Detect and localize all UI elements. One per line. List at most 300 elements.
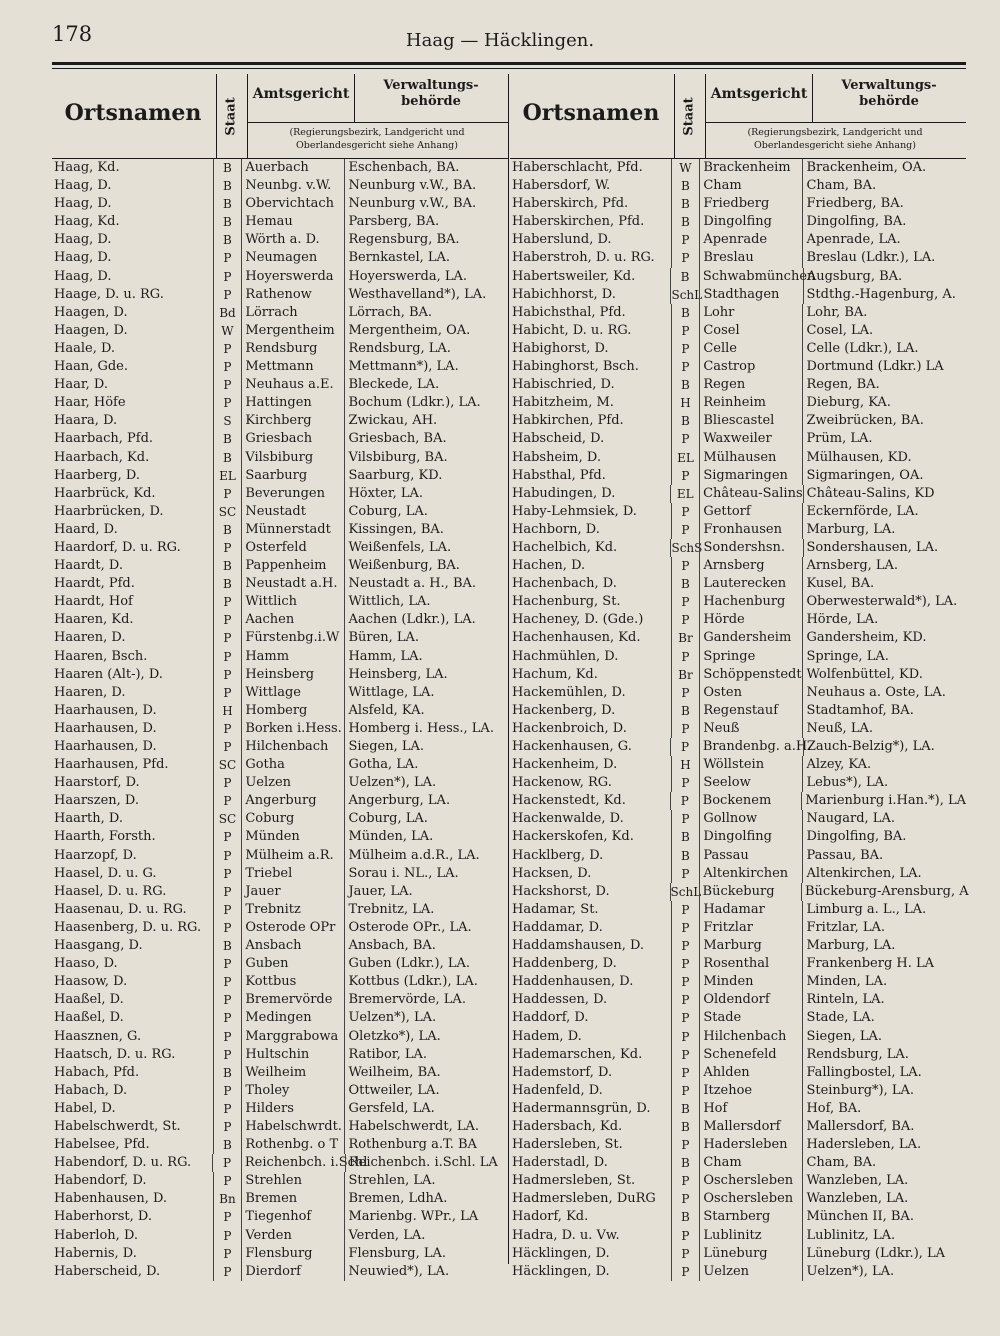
ortsname-cell: Haberskirchen, Pfd. (512, 214, 645, 230)
ortsname-cell: Hackemühlen, D. (512, 684, 626, 700)
staat-cell: P (671, 810, 700, 828)
table-row (52, 1190, 508, 1208)
staat-cell: P (213, 1245, 242, 1263)
staat-cell: B (213, 231, 242, 249)
table-row (52, 901, 508, 919)
staat-cell: P (213, 919, 242, 937)
table-row (510, 738, 966, 756)
table-row (52, 394, 508, 412)
table-row (52, 358, 508, 376)
table-row (52, 810, 508, 828)
verwaltung-cell: Bremervörde, LA. (344, 991, 508, 1009)
verwaltung-cell: Flensburg, LA. (344, 1245, 508, 1263)
staat-cell: P (671, 991, 700, 1009)
table-row (52, 774, 508, 792)
amtsgericht-cell: Hilders (241, 1100, 344, 1118)
verwaltung-cell: Hof, BA. (802, 1100, 966, 1118)
ortsname-cell: Haarbrück, Kd. (54, 485, 156, 501)
staat-cell: P (213, 358, 242, 376)
staat-cell: B (213, 159, 242, 177)
ortsname-cell: Haberhorst, D. (54, 1209, 152, 1225)
ortsname-cell: Hackenstedt, Kd. (512, 793, 626, 809)
staat-cell: Bn (213, 1190, 242, 1208)
verwaltung-cell: Neuhaus a. Oste, LA. (802, 684, 966, 702)
table-row (52, 919, 508, 937)
staat-cell: P (671, 1064, 700, 1082)
amtsgericht-cell: Osterode OPr (241, 919, 344, 937)
header-rule (52, 62, 966, 65)
amtsgericht-cell: Cosel (699, 322, 802, 340)
table-row (510, 485, 966, 503)
staat-cell: P (213, 828, 242, 846)
ortsname-cell: Haaßel, D. (54, 1010, 124, 1026)
table-row (52, 883, 508, 901)
verwaltung-cell: Marburg, LA. (802, 937, 966, 955)
ortsname-cell: Haasel, D. u. RG. (54, 883, 167, 899)
staat-cell: P (671, 1046, 700, 1064)
verwaltung-cell: Minden, LA. (802, 973, 966, 991)
table-row (510, 159, 966, 177)
verwaltung-cell: Gandersheim, KD. (802, 629, 966, 647)
table-row (510, 1064, 966, 1082)
staat-cell: B (671, 1118, 700, 1136)
ortsname-cell: Habsthal, Pfd. (512, 467, 606, 483)
staat-cell: B (671, 1100, 700, 1118)
staat-cell: B (671, 177, 700, 195)
amtsgericht-cell: Castrop (699, 358, 802, 376)
verwaltung-cell: Neunburg v.W., BA. (344, 195, 508, 213)
header-amtsgericht: Amtsgericht (252, 86, 350, 102)
header-staat (676, 76, 702, 156)
verwaltung-cell: Wolfenbüttel, KD. (802, 666, 966, 684)
staat-cell: B (213, 213, 242, 231)
staat-cell: P (213, 268, 242, 286)
ortsname-cell: Haagen, D. (54, 304, 128, 320)
ortsname-cell: Hadersbach, Kd. (512, 1118, 623, 1134)
ortsname-cell: Haage, D. u. RG. (54, 286, 164, 302)
ortsname-cell: Hackenhausen, G. (512, 739, 632, 754)
ortsname-cell: Haag, D. (54, 268, 112, 284)
table-row (52, 684, 508, 702)
amtsgericht-cell: Fronhausen (699, 521, 802, 539)
table-row (510, 1208, 966, 1226)
table-row (52, 268, 508, 286)
amtsgericht-cell: Aachen (241, 611, 344, 629)
verwaltung-cell: Regensburg, BA. (344, 231, 508, 249)
table-row (52, 648, 508, 666)
ortsname-cell: Habel, D. (54, 1100, 116, 1116)
staat-cell: P (671, 467, 700, 485)
staat-cell: P (671, 340, 700, 358)
table-row (52, 1154, 508, 1172)
header-divider (216, 74, 217, 158)
table-row (52, 304, 508, 322)
ortsname-cell: Haar, D. (54, 377, 108, 393)
table-row (52, 322, 508, 340)
staat-cell: P (213, 1100, 242, 1118)
table-row (510, 1263, 966, 1281)
amtsgericht-cell: Starnberg (699, 1208, 802, 1226)
ortsname-cell: Habelsee, Pfd. (54, 1137, 150, 1153)
amtsgericht-cell: Oschersleben (699, 1172, 802, 1190)
amtsgericht-cell: Mallersdorf (699, 1118, 802, 1136)
amtsgericht-cell: Neuß (699, 720, 802, 738)
verwaltung-cell: Stade, LA. (802, 1009, 966, 1027)
table-header (52, 74, 508, 159)
ortsname-cell: Haaren, Kd. (54, 612, 134, 628)
amtsgericht-cell: Sondershsn. (699, 539, 802, 557)
ortsname-cell: Haarbach, Pfd. (54, 431, 154, 447)
ortsname-cell: Haasgang, D. (54, 938, 143, 954)
staat-cell: W (213, 322, 242, 340)
amtsgericht-cell: Hattingen (241, 394, 344, 412)
ortsname-cell: Habenhausen, D. (54, 1191, 168, 1207)
verwaltung-cell: Uelzen*), LA. (802, 1263, 966, 1281)
staat-cell: P (213, 1046, 242, 1064)
left-rows (52, 159, 508, 1281)
staat-cell: H (671, 394, 700, 412)
amtsgericht-cell: Hof (699, 1100, 802, 1118)
amtsgericht-cell: Pappenheim (241, 557, 344, 575)
table-row (52, 249, 508, 267)
verwaltung-cell: Oberwesterwald*), LA. (802, 593, 966, 611)
staat-cell: P (213, 883, 242, 901)
staat-cell: B (671, 304, 700, 322)
table-row (52, 955, 508, 973)
table-row (510, 919, 966, 937)
table-row (52, 666, 508, 684)
verwaltung-cell: Münden, LA. (344, 828, 508, 846)
ortsname-cell: Haarbach, Kd. (54, 449, 150, 465)
table-row (510, 1028, 966, 1046)
staat-cell: P (671, 973, 700, 991)
amtsgericht-cell: Vilsbiburg (241, 449, 344, 467)
table-row (52, 340, 508, 358)
ortsname-cell: Haarhausen, D. (54, 702, 157, 718)
verwaltung-cell: Eschenbach, BA. (344, 159, 508, 177)
table-row (52, 286, 508, 304)
table-row (510, 213, 966, 231)
table-row (52, 231, 508, 249)
table-row (52, 937, 508, 955)
ortsname-cell: Hachen, D. (512, 558, 586, 574)
ortsname-cell: Haberscheid, D. (54, 1263, 161, 1279)
staat-cell: B (671, 702, 700, 720)
verwaltung-cell: Saarburg, KD. (344, 467, 508, 485)
verwaltung-cell: Kissingen, BA. (344, 521, 508, 539)
table-row (510, 611, 966, 629)
table-row (52, 376, 508, 394)
verwaltung-cell: Zweibrücken, BA. (802, 412, 966, 430)
table-row (52, 702, 508, 720)
verwaltung-cell: Wanzleben, LA. (802, 1190, 966, 1208)
verwaltung-cell: Marienburg i.Han.*), LA (801, 792, 966, 810)
ortsname-cell: Hadersleben, St. (512, 1137, 623, 1153)
ortsname-cell: Haag, D. (54, 232, 112, 248)
table-row (510, 702, 966, 720)
table-row (510, 467, 966, 485)
verwaltung-cell: Steinburg*), LA. (802, 1082, 966, 1100)
ortsname-cell: Hacklberg, D. (512, 847, 604, 863)
ortsname-cell: Habitzheim, M. (512, 395, 614, 411)
table-row (52, 503, 508, 521)
staat-cell: P (213, 720, 242, 738)
table-row (52, 1172, 508, 1190)
staat-cell: P (212, 1154, 241, 1172)
ortsname-cell: Hademstorf, D. (512, 1064, 613, 1080)
ortsname-cell: Haarhausen, Pfd. (54, 757, 169, 773)
table-row (52, 485, 508, 503)
amtsgericht-cell: Neuhaus a.E. (241, 376, 344, 394)
amtsgericht-cell: Bremervörde (241, 991, 344, 1009)
ortsname-cell: Haddamshausen, D. (512, 938, 645, 954)
amtsgericht-cell: Münden (241, 828, 344, 846)
table-row (52, 593, 508, 611)
amtsgericht-cell: Waxweiler (699, 430, 802, 448)
table-row (510, 901, 966, 919)
amtsgericht-cell: Flensburg (241, 1245, 344, 1263)
header-verwaltung: Verwaltungs- behörde (841, 78, 937, 109)
verwaltung-cell: Mergentheim, OA. (344, 322, 508, 340)
table-row (510, 1082, 966, 1100)
ortsname-cell: Habach, D. (54, 1082, 128, 1098)
amtsgericht-cell: Arnsberg (699, 557, 802, 575)
verwaltung-cell: Bernkastel, LA. (344, 249, 508, 267)
staat-cell: P (213, 666, 242, 684)
amtsgericht-cell: Borken i.Hess. (241, 720, 344, 738)
amtsgericht-cell: Friedberg (699, 195, 802, 213)
table-row (52, 195, 508, 213)
staat-cell: P (213, 684, 242, 702)
table-row (52, 792, 508, 810)
verwaltung-cell: Weißenfels, LA. (344, 539, 508, 557)
amtsgericht-cell: Lüneburg (699, 1245, 802, 1263)
amtsgericht-cell: Uelzen (241, 774, 344, 792)
table-row (510, 1100, 966, 1118)
amtsgericht-cell: Medingen (241, 1009, 344, 1027)
verwaltung-cell: Strehlen, LA. (344, 1172, 508, 1190)
staat-cell: SC (213, 503, 242, 521)
staat-cell: P (213, 286, 242, 304)
amtsgericht-cell: Wörth a. D. (241, 231, 344, 249)
amtsgericht-cell: Regenstauf (699, 702, 802, 720)
ortsname-cell: Haag, D. (54, 196, 112, 212)
amtsgericht-cell: Schenefeld (699, 1046, 802, 1064)
verwaltung-cell: Westhavelland*), LA. (344, 286, 508, 304)
amtsgericht-cell: Wittlich (241, 593, 344, 611)
amtsgericht-cell: Hadersleben (699, 1136, 802, 1154)
ortsname-cell: Haasenau, D. u. RG. (54, 901, 187, 917)
verwaltung-cell: Mülhausen, KD. (802, 449, 966, 467)
ortsname-cell: Hadenfeld, D. (512, 1082, 603, 1098)
amtsgericht-cell: Hamm (241, 648, 344, 666)
amtsgericht-cell: Hadamar (699, 901, 802, 919)
amtsgericht-cell: Neunbg. v.W. (241, 177, 344, 195)
ortsname-cell: Habelschwerdt, St. (54, 1118, 181, 1134)
ortsname-cell: Hackerskofen, Kd. (512, 829, 634, 845)
amtsgericht-cell: Gotha (241, 756, 344, 774)
amtsgericht-cell: Neustadt (241, 503, 344, 521)
verwaltung-cell: Bückeburg-Arensburg, A (801, 883, 966, 901)
staat-cell: P (671, 593, 700, 611)
ortsname-cell: Habersdorf, W. (512, 178, 611, 194)
ortsname-cell: Habicht, D. u. RG. (512, 322, 632, 338)
ortsname-cell: Haberschlacht, Pfd. (512, 160, 643, 175)
verwaltung-cell: Lohr, BA. (802, 304, 966, 322)
staat-cell: B (671, 847, 700, 865)
verwaltung-cell: Alsfeld, KA. (344, 702, 508, 720)
staat-cell: P (671, 720, 700, 738)
ortsname-cell: Hachum, Kd. (512, 666, 598, 682)
ortsname-cell: Haaßel, D. (54, 992, 124, 1008)
table-row (510, 865, 966, 883)
amtsgericht-cell: Reinheim (699, 394, 802, 412)
amtsgericht-cell: Homberg (241, 702, 344, 720)
amtsgericht-cell: Reichenbch. i.Schl (241, 1154, 345, 1172)
ortsname-cell: Habighorst, D. (512, 340, 609, 356)
table-row (510, 412, 966, 430)
header-subrule (706, 122, 966, 123)
staat-cell: P (213, 991, 242, 1009)
verwaltung-cell: Dieburg, KA. (802, 394, 966, 412)
center-column-rule (508, 74, 509, 1264)
table-row (52, 738, 508, 756)
amtsgericht-cell: Wittlage (241, 684, 344, 702)
verwaltung-cell: Alzey, KA. (802, 756, 966, 774)
staat-cell: P (671, 521, 700, 539)
amtsgericht-cell: Rathenow (241, 286, 344, 304)
verwaltung-cell: Kusel, BA. (802, 575, 966, 593)
ortsname-cell: Haasow, D. (54, 974, 128, 990)
ortsname-cell: Haardt, Pfd. (54, 576, 135, 592)
table-row (510, 503, 966, 521)
staat-cell: P (213, 1208, 242, 1226)
amtsgericht-cell: Gettorf (699, 503, 802, 521)
amtsgericht-cell: Stade (699, 1009, 802, 1027)
verwaltung-cell: Coburg, LA. (344, 503, 508, 521)
amtsgericht-cell: Lublinitz (699, 1227, 802, 1245)
amtsgericht-cell: Sigmaringen (699, 467, 802, 485)
staat-cell: P (213, 973, 242, 991)
table-row (510, 1009, 966, 1027)
verwaltung-cell: Wittlich, LA. (344, 593, 508, 611)
amtsgericht-cell: Dingolfing (699, 828, 802, 846)
staat-cell: B (670, 268, 699, 286)
verwaltung-cell: Cham, BA. (802, 177, 966, 195)
ortsname-cell: Hackenbroich, D. (512, 720, 627, 736)
amtsgericht-cell: Marburg (699, 937, 802, 955)
amtsgericht-cell: Ahlden (699, 1064, 802, 1082)
amtsgericht-cell: Neustadt a.H. (241, 575, 344, 593)
amtsgericht-cell: Brandenbg. a.H. (699, 738, 803, 756)
verwaltung-cell: Rendsburg, LA. (802, 1046, 966, 1064)
amtsgericht-cell: Tholey (241, 1082, 344, 1100)
staat-cell: P (213, 340, 242, 358)
verwaltung-cell: Fallingbostel, LA. (802, 1064, 966, 1082)
staat-cell: P (671, 1263, 700, 1281)
table-header (510, 74, 966, 159)
verwaltung-cell: München II, BA. (802, 1208, 966, 1226)
verwaltung-cell: Springe, LA. (802, 648, 966, 666)
table-row (510, 648, 966, 666)
amtsgericht-cell: Kottbus (241, 973, 344, 991)
verwaltung-cell: Trebnitz, LA. (344, 901, 508, 919)
ortsname-cell: Haag, D. (54, 178, 112, 194)
verwaltung-cell: Lörrach, BA. (344, 304, 508, 322)
staat-cell: P (671, 1172, 700, 1190)
staat-cell: P (213, 485, 242, 503)
right-rows (510, 159, 969, 1281)
header-divider (812, 74, 813, 122)
table-row (510, 955, 966, 973)
ortsname-cell: Haagen, D. (54, 322, 128, 338)
verwaltung-cell: Regen, BA. (802, 376, 966, 394)
table-row (510, 883, 969, 901)
staat-cell: P (671, 557, 700, 575)
staat-cell: B (213, 521, 242, 539)
table-row (510, 937, 966, 955)
amtsgericht-cell: Hilchenbach (241, 738, 344, 756)
ortsname-cell: Hachenbach, D. (512, 576, 617, 592)
table-row (510, 810, 966, 828)
table-row (52, 575, 508, 593)
ortsname-cell: Haarhausen, D. (54, 720, 157, 736)
header-staat (218, 76, 244, 156)
staat-cell: EL (671, 449, 700, 467)
verwaltung-cell: Weißenburg, BA. (344, 557, 508, 575)
ortsname-cell: Hachborn, D. (512, 521, 600, 537)
verwaltung-cell: Siegen, LA. (344, 738, 508, 756)
amtsgericht-cell: Cham (699, 1154, 802, 1172)
amtsgericht-cell: Strehlen (241, 1172, 344, 1190)
ortsname-cell: Haaso, D. (54, 956, 118, 972)
table-row (52, 412, 508, 430)
table-row (52, 991, 508, 1009)
verwaltung-cell: Neustadt a. H., BA. (344, 575, 508, 593)
ortsname-cell: Hadermannsgrün, D. (512, 1100, 651, 1116)
amtsgericht-cell: Tiegenhof (241, 1208, 344, 1226)
amtsgericht-cell: Oschersleben (699, 1190, 802, 1208)
amtsgericht-cell: Hilchenbach (699, 1028, 802, 1046)
staat-cell: B (213, 449, 242, 467)
staat-cell: P (671, 249, 700, 267)
ortsname-cell: Hadamar, St. (512, 901, 599, 917)
table-row (510, 1227, 966, 1245)
table-row (52, 720, 508, 738)
ortsname-cell: Haasznen, G. (54, 1028, 142, 1044)
ortsname-cell: Haard, D. (54, 521, 118, 537)
amtsgericht-cell: Springe (699, 648, 802, 666)
ortsname-cell: Habichsthal, Pfd. (512, 304, 626, 320)
staat-cell: W (671, 159, 700, 177)
table-row (510, 340, 966, 358)
ortsname-cell: Haderstadl, D. (512, 1155, 608, 1171)
table-row (510, 249, 966, 267)
table-row (52, 1028, 508, 1046)
amtsgericht-cell: Celle (699, 340, 802, 358)
amtsgericht-cell: Itzehoe (699, 1082, 802, 1100)
table-row (510, 1136, 966, 1154)
ortsname-cell: Häcklingen, D. (512, 1245, 610, 1261)
staat-cell: B (671, 828, 700, 846)
amtsgericht-cell: Stadthagen (699, 286, 802, 304)
staat-cell: P (671, 1227, 700, 1245)
verwaltung-cell: Prüm, LA. (802, 430, 966, 448)
amtsgericht-cell: Obervichtach (241, 195, 344, 213)
staat-cell: P (213, 1172, 242, 1190)
staat-cell: P (671, 648, 700, 666)
amtsgericht-cell: Seelow (699, 774, 802, 792)
